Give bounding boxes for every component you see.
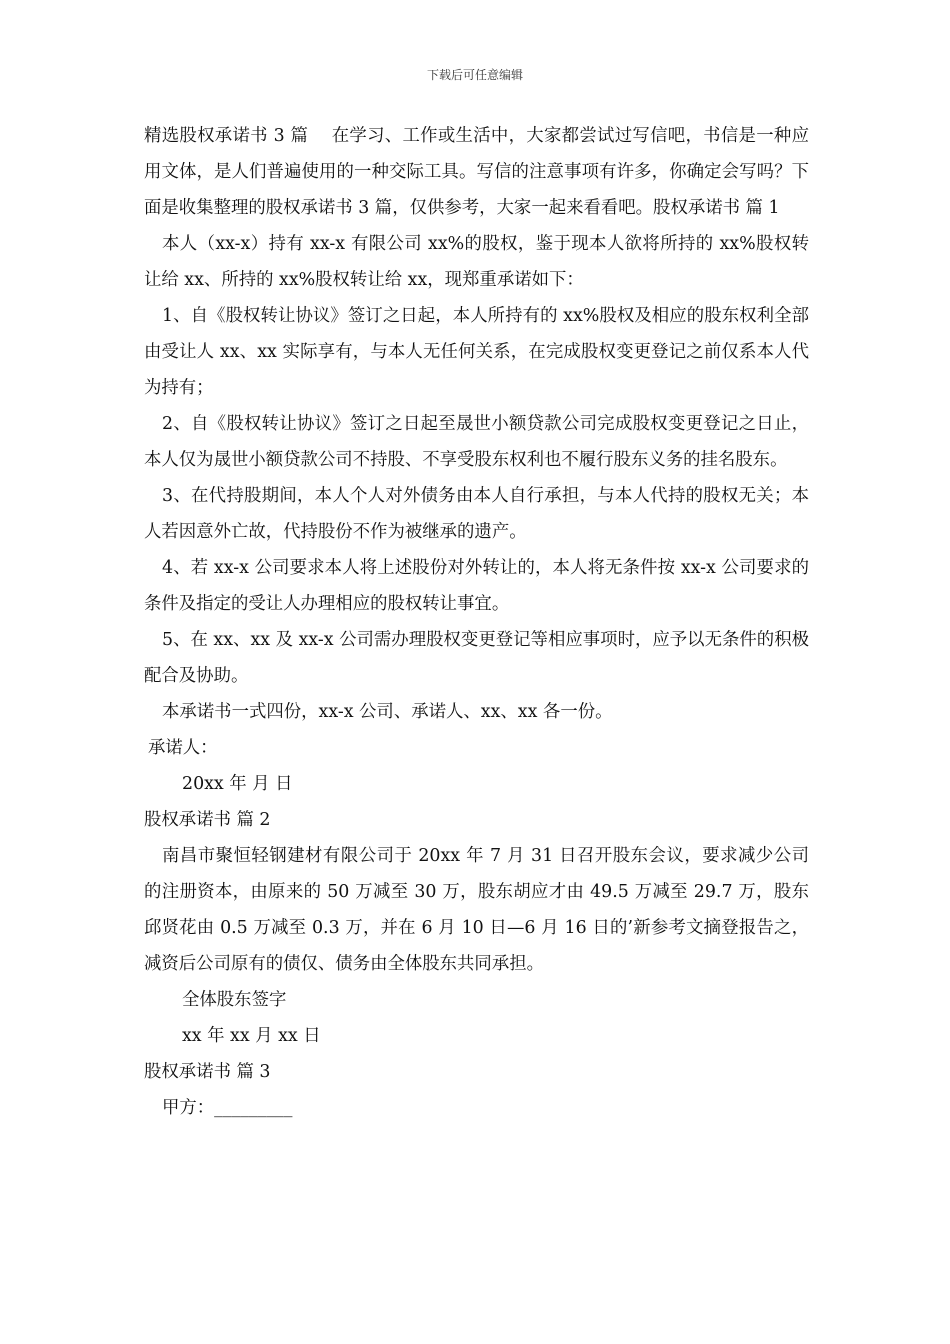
copies-statement: 本承诺书一式四份，xx-x 公司、承诺人、xx、xx 各一份。 <box>162 702 613 722</box>
declaration-paragraph: 本人（xx-x）持有 xx-x 有限公司 xx%的股权，鉴于现本人欲将所持的 xx%股权转让给 xx、所持的 xx%股权转让给 xx，现郑重承诺如下： <box>144 234 809 290</box>
capital-reduction-paragraph: 南昌市聚恒轻钢建材有限公司于 20xx 年 7 月 31 日召开股东会议，要求减少公司的注册资本，由原来的 50 万减至 30 万，股东胡应才由 49.5 万减至 29.7 万，股东邱贤花由 0.5 万减至 0.3 万，并在 6 月 10 日—6 月 16 日的’新参考文摘登报告之，减资后公司原有的债仅、债务由全体股东共同承担。 <box>144 846 809 974</box>
page-header: 下载后可任意编辑 <box>426 68 523 82</box>
intro-paragraph: 精选股权承诺书 3 篇 在学习、工作或生活中，大家都尝试过写信吧，书信是一种应用文体，是人们普遍使用的一种交际工具。写信的注意事项有许多，你确定会写吗？下面是收集整理的股权承诺书 3 篇，仅供参考，大家一起来看看吧。股权承诺书 篇 1 <box>144 126 809 218</box>
commitment-item-1: 1、自《股权转让协议》签订之日起，本人所持有的 xx%股权及相应的股东权利全部由受让人 xx、xx 实际享有，与本人无任何关系，在完成股权变更登记之前仅系本人代为持有； <box>144 306 809 398</box>
commitment-item-2: 2、自《股权转让协议》签订之日起至晟世小额贷款公司完成股权变更登记之日止，本人仅为晟世小额贷款公司不持股、不享受股东权利也不履行股东义务的挂名股东。 <box>144 414 809 470</box>
section-title-2: 股权承诺书 篇 2 <box>144 810 271 830</box>
commitment-item-3: 3、在代持股期间，本人个人对外债务由本人自行承担，与本人代持的股权无关；本人若因意外亡故，代持股份不作为被继承的遗产。 <box>144 486 809 542</box>
commitment-item-5: 5、在 xx、xx 及 xx-x 公司需办理股权变更登记等相应事项时，应予以无条件的积极配合及协助。 <box>144 630 809 686</box>
document-body <box>144 118 809 1126</box>
shareholders-signature: 全体股东签字 <box>182 990 287 1010</box>
promisor-label: 承诺人： <box>148 738 218 758</box>
section-title-3: 股权承诺书 篇 3 <box>144 1062 271 1082</box>
date-line-1: 20xx 年 月 日 <box>182 774 293 794</box>
party-a-field: 甲方：_________ <box>162 1098 293 1118</box>
date-line-2: xx 年 xx 月 xx 日 <box>182 1026 321 1046</box>
commitment-item-4: 4、若 xx-x 公司要求本人将上述股份对外转让的，本人将无条件按 xx-x 公司要求的条件及指定的受让人办理相应的股权转让事宜。 <box>144 558 809 614</box>
